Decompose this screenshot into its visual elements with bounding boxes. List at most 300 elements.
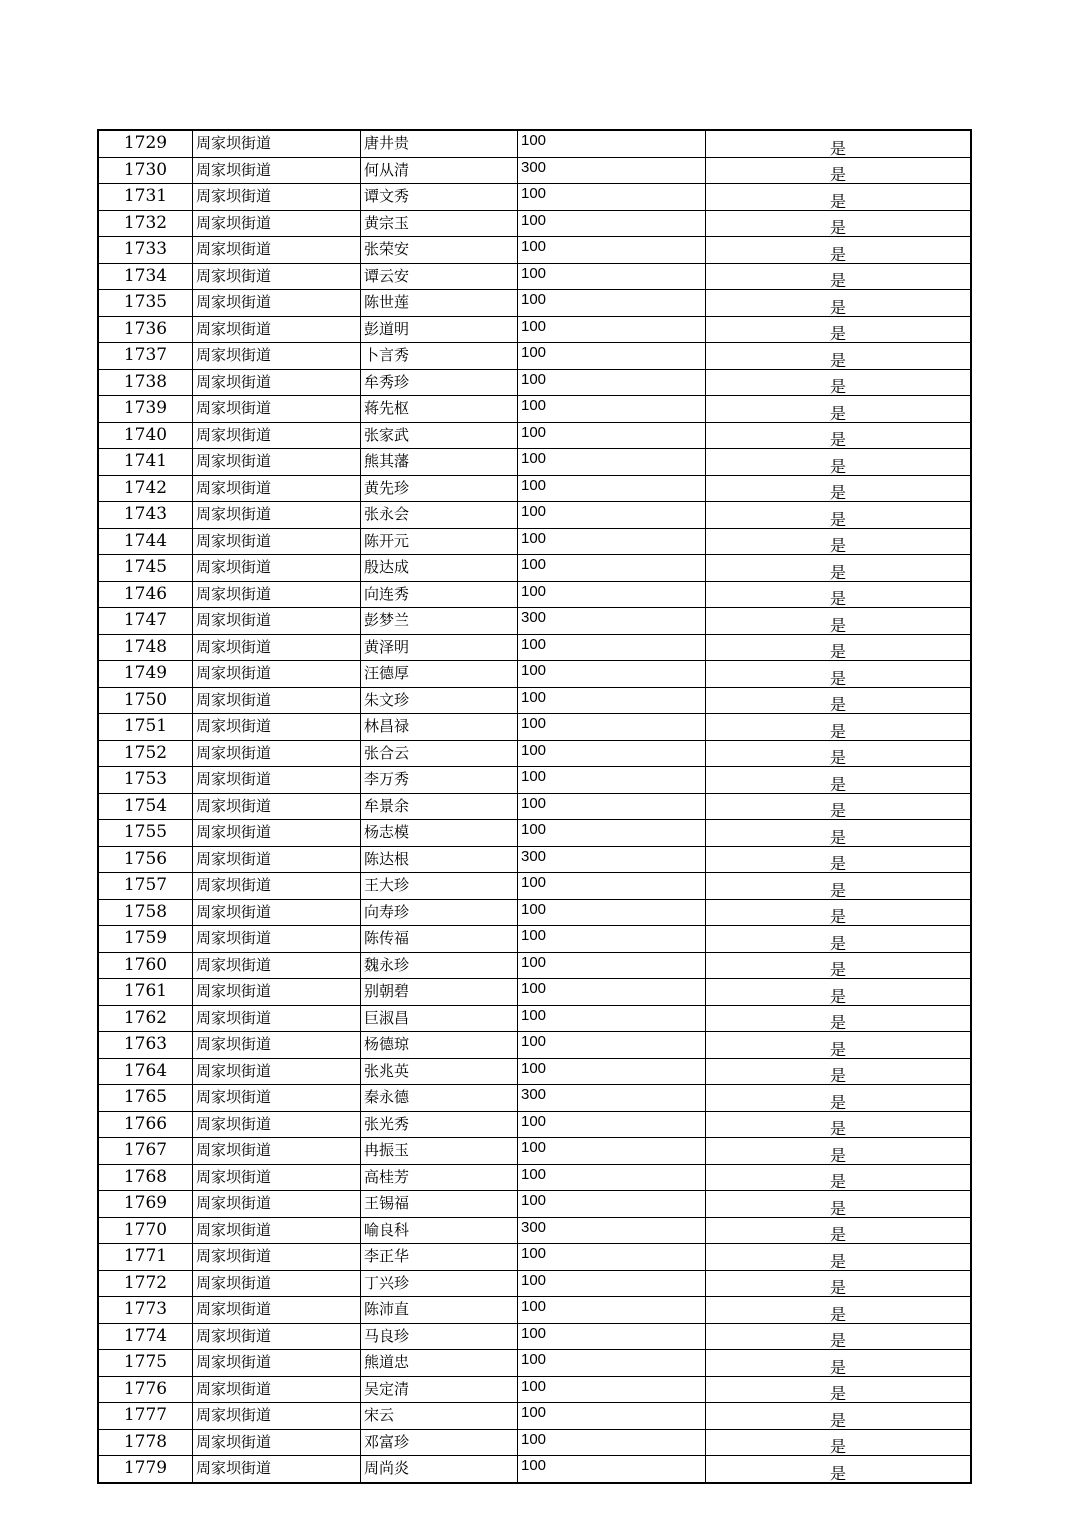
status-cell: 是 [706,528,972,555]
amount-cell: 100 [518,502,706,529]
table-row [98,1270,971,1297]
row-number-cell: 1760 [98,952,193,979]
amount-cell: 100 [518,1032,706,1059]
amount-cell: 100 [518,237,706,264]
amount-cell: 100 [518,581,706,608]
amount-cell: 100 [518,1376,706,1403]
street-cell: 周家坝街道 [193,343,361,370]
status-cell: 是 [706,396,972,423]
table-row [98,1323,971,1350]
status-cell: 是 [706,210,972,237]
person-name-cell: 熊其藩 [361,449,518,476]
table-row [98,263,971,290]
table-row [98,1376,971,1403]
status-cell: 是 [706,952,972,979]
table-row [98,661,971,688]
status-cell: 是 [706,1270,972,1297]
row-number-cell: 1768 [98,1164,193,1191]
row-number-cell: 1764 [98,1058,193,1085]
street-cell: 周家坝街道 [193,290,361,317]
table-row [98,343,971,370]
status-cell: 是 [706,1297,972,1324]
amount-cell: 100 [518,820,706,847]
row-number-cell: 1758 [98,899,193,926]
amount-cell: 100 [518,555,706,582]
person-name-cell: 汪德厚 [361,661,518,688]
data-table [97,129,972,1484]
street-cell: 周家坝街道 [193,1270,361,1297]
street-cell: 周家坝街道 [193,1244,361,1271]
table-row [98,1138,971,1165]
status-cell: 是 [706,1005,972,1032]
row-number-cell: 1765 [98,1085,193,1112]
status-cell: 是 [706,449,972,476]
status-cell: 是 [706,157,972,184]
status-cell: 是 [706,793,972,820]
status-cell: 是 [706,979,972,1006]
street-cell: 周家坝街道 [193,157,361,184]
person-name-cell: 陈开元 [361,528,518,555]
street-cell: 周家坝街道 [193,422,361,449]
row-number-cell: 1774 [98,1323,193,1350]
person-name-cell: 喻良科 [361,1217,518,1244]
row-number-cell: 1732 [98,210,193,237]
street-cell: 周家坝街道 [193,846,361,873]
status-cell: 是 [706,1323,972,1350]
person-name-cell: 杨德琼 [361,1032,518,1059]
amount-cell: 100 [518,343,706,370]
person-name-cell: 卜言秀 [361,343,518,370]
street-cell: 周家坝街道 [193,396,361,423]
table-row [98,1111,971,1138]
amount-cell: 100 [518,687,706,714]
status-cell: 是 [706,1191,972,1218]
status-cell: 是 [706,846,972,873]
table-row [98,1085,971,1112]
street-cell: 周家坝街道 [193,475,361,502]
amount-cell: 100 [518,1191,706,1218]
status-cell: 是 [706,369,972,396]
status-cell: 是 [706,767,972,794]
person-name-cell: 何从清 [361,157,518,184]
street-cell: 周家坝街道 [193,873,361,900]
person-name-cell: 马良珍 [361,1323,518,1350]
table-row [98,581,971,608]
row-number-cell: 1757 [98,873,193,900]
status-cell: 是 [706,1085,972,1112]
street-cell: 周家坝街道 [193,1350,361,1377]
street-cell: 周家坝街道 [193,952,361,979]
street-cell: 周家坝街道 [193,1005,361,1032]
street-cell: 周家坝街道 [193,793,361,820]
table-row [98,396,971,423]
amount-cell: 100 [518,899,706,926]
table-row [98,502,971,529]
street-cell: 周家坝街道 [193,502,361,529]
amount-cell: 100 [518,1164,706,1191]
amount-cell: 300 [518,846,706,873]
table-row [98,634,971,661]
amount-cell: 100 [518,396,706,423]
street-cell: 周家坝街道 [193,1111,361,1138]
street-cell: 周家坝街道 [193,1456,361,1483]
person-name-cell: 张兆英 [361,1058,518,1085]
person-name-cell: 谭云安 [361,263,518,290]
person-name-cell: 陈传福 [361,926,518,953]
status-cell: 是 [706,899,972,926]
status-cell: 是 [706,1217,972,1244]
status-cell: 是 [706,581,972,608]
status-cell: 是 [706,1111,972,1138]
row-number-cell: 1731 [98,184,193,211]
status-cell: 是 [706,475,972,502]
row-number-cell: 1775 [98,1350,193,1377]
status-cell: 是 [706,1376,972,1403]
status-cell: 是 [706,820,972,847]
street-cell: 周家坝街道 [193,1164,361,1191]
status-cell: 是 [706,1138,972,1165]
row-number-cell: 1747 [98,608,193,635]
row-number-cell: 1740 [98,422,193,449]
row-number-cell: 1754 [98,793,193,820]
amount-cell: 100 [518,740,706,767]
street-cell: 周家坝街道 [193,820,361,847]
amount-cell: 100 [518,290,706,317]
table-row [98,1058,971,1085]
table-row [98,899,971,926]
table-row [98,820,971,847]
status-cell: 是 [706,1429,972,1456]
amount-cell: 100 [518,634,706,661]
status-cell: 是 [706,237,972,264]
person-name-cell: 张家武 [361,422,518,449]
table-row [98,369,971,396]
street-cell: 周家坝街道 [193,210,361,237]
status-cell: 是 [706,1244,972,1271]
status-cell: 是 [706,343,972,370]
street-cell: 周家坝街道 [193,899,361,926]
status-cell: 是 [706,926,972,953]
person-name-cell: 丁兴珍 [361,1270,518,1297]
row-number-cell: 1729 [98,130,193,157]
table-row [98,687,971,714]
row-number-cell: 1771 [98,1244,193,1271]
row-number-cell: 1745 [98,555,193,582]
row-number-cell: 1766 [98,1111,193,1138]
status-cell: 是 [706,661,972,688]
table-row [98,846,971,873]
amount-cell: 300 [518,608,706,635]
street-cell: 周家坝街道 [193,263,361,290]
status-cell: 是 [706,687,972,714]
amount-cell: 100 [518,422,706,449]
row-number-cell: 1742 [98,475,193,502]
table-row [98,449,971,476]
row-number-cell: 1773 [98,1297,193,1324]
table-row [98,1456,971,1483]
status-cell: 是 [706,1350,972,1377]
table-row [98,1429,971,1456]
person-name-cell: 熊道忠 [361,1350,518,1377]
person-name-cell: 向连秀 [361,581,518,608]
street-cell: 周家坝街道 [193,184,361,211]
street-cell: 周家坝街道 [193,926,361,953]
person-name-cell: 蒋先枢 [361,396,518,423]
person-name-cell: 彭梦兰 [361,608,518,635]
street-cell: 周家坝街道 [193,979,361,1006]
amount-cell: 300 [518,1217,706,1244]
street-cell: 周家坝街道 [193,1032,361,1059]
amount-cell: 100 [518,1323,706,1350]
person-name-cell: 别朝碧 [361,979,518,1006]
amount-cell: 100 [518,263,706,290]
table-row [98,1403,971,1430]
person-name-cell: 魏永珍 [361,952,518,979]
amount-cell: 100 [518,1456,706,1483]
street-cell: 周家坝街道 [193,1058,361,1085]
amount-cell: 100 [518,316,706,343]
amount-cell: 100 [518,528,706,555]
status-cell: 是 [706,873,972,900]
person-name-cell: 巨淑昌 [361,1005,518,1032]
person-name-cell: 张光秀 [361,1111,518,1138]
table-row [98,714,971,741]
amount-cell: 100 [518,1058,706,1085]
status-cell: 是 [706,555,972,582]
amount-cell: 100 [518,767,706,794]
person-name-cell: 陈沛直 [361,1297,518,1324]
amount-cell: 100 [518,1350,706,1377]
person-name-cell: 牟秀珍 [361,369,518,396]
table-row [98,1217,971,1244]
amount-cell: 100 [518,1403,706,1430]
amount-cell: 100 [518,1244,706,1271]
row-number-cell: 1769 [98,1191,193,1218]
row-number-cell: 1743 [98,502,193,529]
street-cell: 周家坝街道 [193,1138,361,1165]
table-row [98,608,971,635]
status-cell: 是 [706,634,972,661]
table-row [98,1244,971,1271]
status-cell: 是 [706,290,972,317]
status-cell: 是 [706,422,972,449]
row-number-cell: 1748 [98,634,193,661]
person-name-cell: 杨志模 [361,820,518,847]
amount-cell: 100 [518,130,706,157]
row-number-cell: 1738 [98,369,193,396]
person-name-cell: 殷达成 [361,555,518,582]
person-name-cell: 唐井贵 [361,130,518,157]
street-cell: 周家坝街道 [193,661,361,688]
amount-cell: 100 [518,714,706,741]
amount-cell: 100 [518,1111,706,1138]
person-name-cell: 李万秀 [361,767,518,794]
person-name-cell: 宋云 [361,1403,518,1430]
street-cell: 周家坝街道 [193,608,361,635]
table-row [98,555,971,582]
table-row [98,184,971,211]
row-number-cell: 1761 [98,979,193,1006]
person-name-cell: 张荣安 [361,237,518,264]
person-name-cell: 林昌禄 [361,714,518,741]
table-row [98,422,971,449]
person-name-cell: 秦永德 [361,1085,518,1112]
row-number-cell: 1755 [98,820,193,847]
amount-cell: 100 [518,793,706,820]
status-cell: 是 [706,1403,972,1430]
table-row [98,157,971,184]
street-cell: 周家坝街道 [193,237,361,264]
person-name-cell: 谭文秀 [361,184,518,211]
person-name-cell: 冉振玉 [361,1138,518,1165]
amount-cell: 100 [518,926,706,953]
table-row [98,316,971,343]
table-row [98,873,971,900]
row-number-cell: 1752 [98,740,193,767]
table-row [98,1350,971,1377]
person-name-cell: 牟景余 [361,793,518,820]
street-cell: 周家坝街道 [193,1403,361,1430]
person-name-cell: 黄泽明 [361,634,518,661]
status-cell: 是 [706,714,972,741]
street-cell: 周家坝街道 [193,316,361,343]
status-cell: 是 [706,263,972,290]
street-cell: 周家坝街道 [193,714,361,741]
row-number-cell: 1741 [98,449,193,476]
street-cell: 周家坝街道 [193,1323,361,1350]
person-name-cell: 陈世莲 [361,290,518,317]
amount-cell: 100 [518,1429,706,1456]
row-number-cell: 1735 [98,290,193,317]
person-name-cell: 吴定清 [361,1376,518,1403]
person-name-cell: 李正华 [361,1244,518,1271]
row-number-cell: 1762 [98,1005,193,1032]
table-row [98,528,971,555]
amount-cell: 100 [518,184,706,211]
street-cell: 周家坝街道 [193,1217,361,1244]
street-cell: 周家坝街道 [193,1191,361,1218]
street-cell: 周家坝街道 [193,1429,361,1456]
status-cell: 是 [706,1164,972,1191]
row-number-cell: 1767 [98,1138,193,1165]
table-body [98,130,971,1483]
row-number-cell: 1737 [98,343,193,370]
row-number-cell: 1736 [98,316,193,343]
row-number-cell: 1776 [98,1376,193,1403]
street-cell: 周家坝街道 [193,449,361,476]
person-name-cell: 王大珍 [361,873,518,900]
amount-cell: 100 [518,661,706,688]
amount-cell: 100 [518,979,706,1006]
amount-cell: 100 [518,210,706,237]
row-number-cell: 1744 [98,528,193,555]
person-name-cell: 黄先珍 [361,475,518,502]
street-cell: 周家坝街道 [193,581,361,608]
row-number-cell: 1730 [98,157,193,184]
amount-cell: 100 [518,952,706,979]
status-cell: 是 [706,1456,972,1483]
street-cell: 周家坝街道 [193,687,361,714]
row-number-cell: 1759 [98,926,193,953]
person-name-cell: 黄宗玉 [361,210,518,237]
status-cell: 是 [706,1058,972,1085]
row-number-cell: 1734 [98,263,193,290]
person-name-cell: 张合云 [361,740,518,767]
street-cell: 周家坝街道 [193,528,361,555]
table-row [98,1032,971,1059]
status-cell: 是 [706,608,972,635]
row-number-cell: 1746 [98,581,193,608]
person-name-cell: 高桂芳 [361,1164,518,1191]
row-number-cell: 1750 [98,687,193,714]
row-number-cell: 1770 [98,1217,193,1244]
street-cell: 周家坝街道 [193,369,361,396]
row-number-cell: 1777 [98,1403,193,1430]
amount-cell: 300 [518,157,706,184]
table-row [98,475,971,502]
row-number-cell: 1779 [98,1456,193,1483]
row-number-cell: 1763 [98,1032,193,1059]
street-cell: 周家坝街道 [193,767,361,794]
street-cell: 周家坝街道 [193,555,361,582]
person-name-cell: 邓富珍 [361,1429,518,1456]
table-row [98,210,971,237]
status-cell: 是 [706,316,972,343]
row-number-cell: 1739 [98,396,193,423]
table-row [98,1191,971,1218]
amount-cell: 100 [518,1270,706,1297]
amount-cell: 100 [518,1138,706,1165]
table-row [98,926,971,953]
status-cell: 是 [706,740,972,767]
amount-cell: 100 [518,1297,706,1324]
street-cell: 周家坝街道 [193,1085,361,1112]
amount-cell: 100 [518,1005,706,1032]
person-name-cell: 彭道明 [361,316,518,343]
row-number-cell: 1733 [98,237,193,264]
status-cell: 是 [706,130,972,157]
table-row [98,979,971,1006]
person-name-cell: 张永会 [361,502,518,529]
amount-cell: 100 [518,369,706,396]
row-number-cell: 1749 [98,661,193,688]
table-row [98,237,971,264]
street-cell: 周家坝街道 [193,634,361,661]
table-row [98,767,971,794]
row-number-cell: 1772 [98,1270,193,1297]
street-cell: 周家坝街道 [193,130,361,157]
row-number-cell: 1756 [98,846,193,873]
row-number-cell: 1778 [98,1429,193,1456]
table-row [98,952,971,979]
table-row [98,740,971,767]
person-name-cell: 周尚炎 [361,1456,518,1483]
street-cell: 周家坝街道 [193,740,361,767]
table-row [98,793,971,820]
table-row [98,1297,971,1324]
table-row [98,1005,971,1032]
street-cell: 周家坝街道 [193,1376,361,1403]
person-name-cell: 王锡福 [361,1191,518,1218]
street-cell: 周家坝街道 [193,1297,361,1324]
row-number-cell: 1753 [98,767,193,794]
status-cell: 是 [706,184,972,211]
amount-cell: 300 [518,1085,706,1112]
person-name-cell: 朱文珍 [361,687,518,714]
amount-cell: 100 [518,475,706,502]
status-cell: 是 [706,1032,972,1059]
person-name-cell: 向寿珍 [361,899,518,926]
